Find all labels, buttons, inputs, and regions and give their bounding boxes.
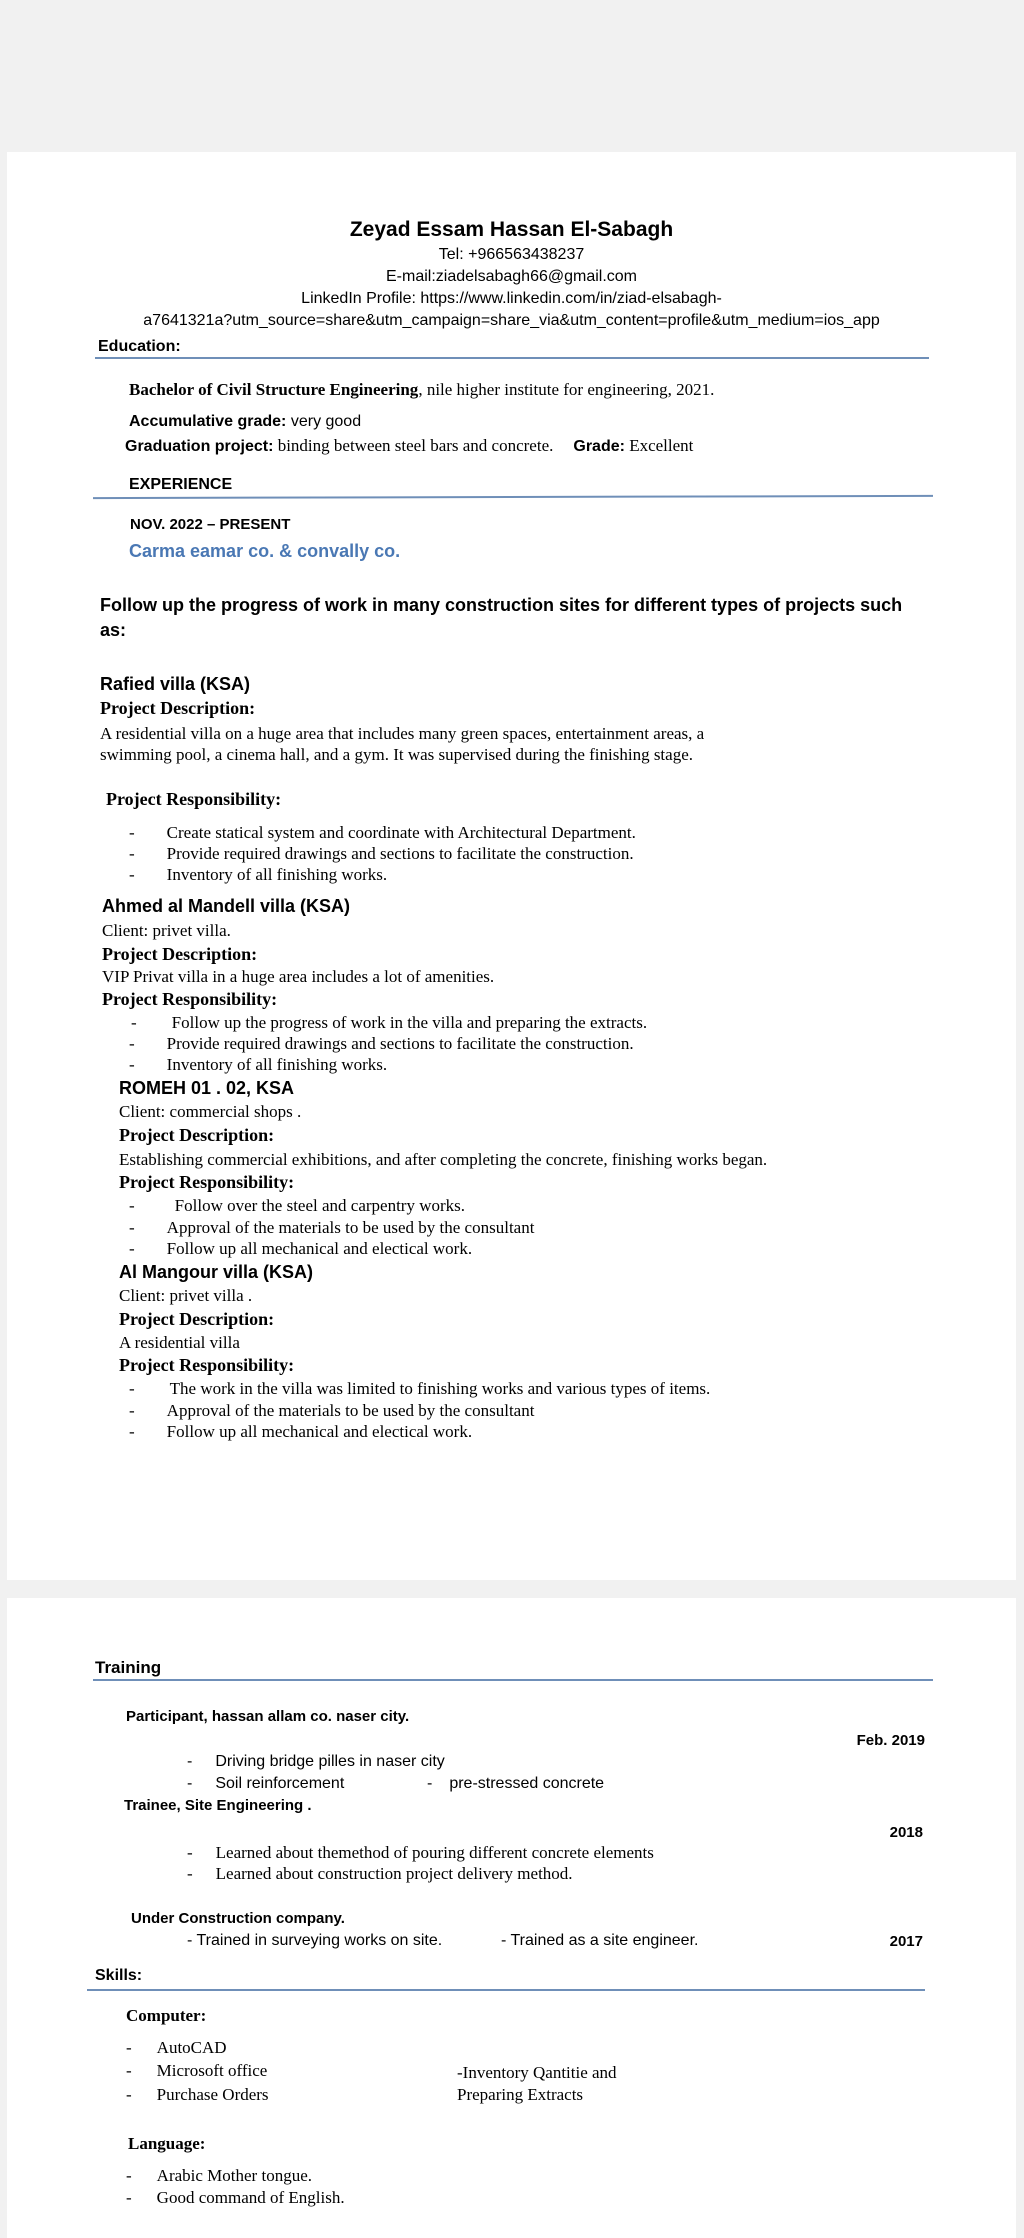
project-responsibility-label: Project Responsibility: [119,1355,295,1375]
experience-company: Carma eamar co. & convally co. [129,541,401,561]
list-item: - Soil reinforcement [187,1775,345,1792]
list-item: - Follow over the steel and carpentry works. [129,1196,466,1215]
training-heading: Training [95,1658,162,1677]
project-description-line: VIP Privat villa in a huge area includes a lot of amenities. [102,967,495,986]
candidate-name: Zeyad Essam Hassan El-Sabagh [349,218,674,241]
list-item: - Driving bridge pilles in naser city [187,1753,445,1770]
project-description-line: A residential villa on a huge area that includes many green spaces, entertainment areas, a [100,724,705,743]
project-responsibility-label: Project Responsibility: [106,789,282,809]
list-item: - Good command of English. [126,2188,345,2207]
list-item: - Inventory of all finishing works. [129,1055,388,1074]
education-degree: Bachelor of Civil Structure Engineering, nile higher institute for engineering, 2021. [129,380,715,399]
email-line: E-mail:ziadelsabagh66@gmail.com [385,268,638,285]
language-label: Language: [128,2134,206,2153]
education-grade: Accumulative grade: very good [129,413,362,430]
project-responsibility-label: Project Responsibility: [119,1172,295,1192]
linkedin-line-2: a7641321a?utm_source=share&utm_campaign=share_via&utm_content=profile&utm_medium=ios_app [143,312,880,329]
education-heading: Education: [98,338,181,355]
list-item: - Learned about themethod of pouring different concrete elements [187,1843,654,1862]
project-responsibility-label: Project Responsibility: [102,989,278,1009]
skills-divider [87,1989,925,1991]
list-item: - Inventory of all finishing works. [129,865,388,884]
project-description-label: Project Description: [119,1309,275,1329]
project-description-line: swimming pool, a cinema hall, and a gym. It was supervised during the finishing stage. [100,745,693,764]
list-item: - Provide required drawings and sections to facilitate the construction. [129,1034,634,1053]
list-item: - AutoCAD [126,2038,227,2057]
list-item: - Approval of the materials to be used by the consultant [129,1218,535,1237]
linkedin-line-1: LinkedIn Profile: https://www.linkedin.com/in/ziad-elsabagh- [301,290,722,307]
list-item: - The work in the villa was limited to finishing works and various types of items. [129,1379,711,1398]
list-item: - Follow up all mechanical and electical work. [129,1239,473,1258]
project-description-line: A residential villa [119,1333,240,1352]
training-divider [93,1679,933,1681]
list-item: - pre-stressed concrete [427,1775,605,1792]
experience-intro-line-1: Follow up the progress of work in many construction sites for different types of projects such [100,595,903,615]
graduation-project: Graduation project: binding between steel bars and concrete. Grade: Excellent [125,436,694,455]
list-item: - Trained in surveying works on site. [187,1932,443,1949]
project-title: Al Mangour villa (KSA) [119,1262,314,1282]
list-item: - Purchase Orders [126,2085,269,2104]
list-item: - Provide required drawings and sections to facilitate the construction. [129,844,634,863]
computer-label: Computer: [126,2006,207,2025]
extra-skill-line: -Inventory Qantitie and [457,2063,617,2082]
extra-skill-line: Preparing Extracts [457,2085,584,2104]
project-client: Client: commercial shops . [119,1102,302,1121]
resume-page-2 [7,1598,1016,2238]
resume-page-1 [7,152,1016,1580]
list-item: - Arabic Mother tongue. [126,2166,312,2185]
training-entry-date: 2017 [889,1933,923,1950]
training-entry-date: 2018 [889,1824,923,1841]
project-client: Client: privet villa. [102,921,231,940]
training-entry-date: Feb. 2019 [856,1732,925,1749]
project-description-line: Establishing commercial exhibitions, and after completing the concrete, finishing works began. [119,1150,768,1169]
experience-period: NOV. 2022 – PRESENT [130,516,291,533]
project-title: Rafied villa (KSA) [100,674,251,694]
experience-divider [93,495,933,499]
project-description-label: Project Description: [100,698,256,718]
list-item: - Create statical system and coordinate with Architectural Department. [129,823,636,842]
training-entry-title: Trainee, Site Engineering . [124,1797,312,1814]
project-title: ROMEH 01 . 02, KSA [119,1078,295,1098]
project-description-label: Project Description: [119,1125,275,1145]
list-item: - Follow up all mechanical and electical work. [129,1422,473,1441]
list-item: - Approval of the materials to be used by the consultant [129,1401,535,1420]
project-description-label: Project Description: [102,944,258,964]
skills-heading: Skills: [95,1967,143,1984]
list-item: - Microsoft office [126,2061,268,2080]
list-item: - Trained as a site engineer. [501,1932,699,1949]
training-entry-title: Participant, hassan allam co. naser city. [126,1708,410,1725]
list-item: - Learned about construction project delivery method. [187,1864,573,1883]
education-divider [95,357,929,359]
project-client: Client: privet villa . [119,1286,253,1305]
experience-heading: EXPERIENCE [129,476,233,493]
phone-line: Tel: +966563438237 [438,246,585,263]
list-item: - Follow up the progress of work in the villa and preparing the extracts. [131,1013,648,1032]
training-entry-title: Under Construction company. [131,1910,345,1927]
experience-intro-line-2: as: [100,620,127,640]
project-title: Ahmed al Mandell villa (KSA) [102,896,351,916]
